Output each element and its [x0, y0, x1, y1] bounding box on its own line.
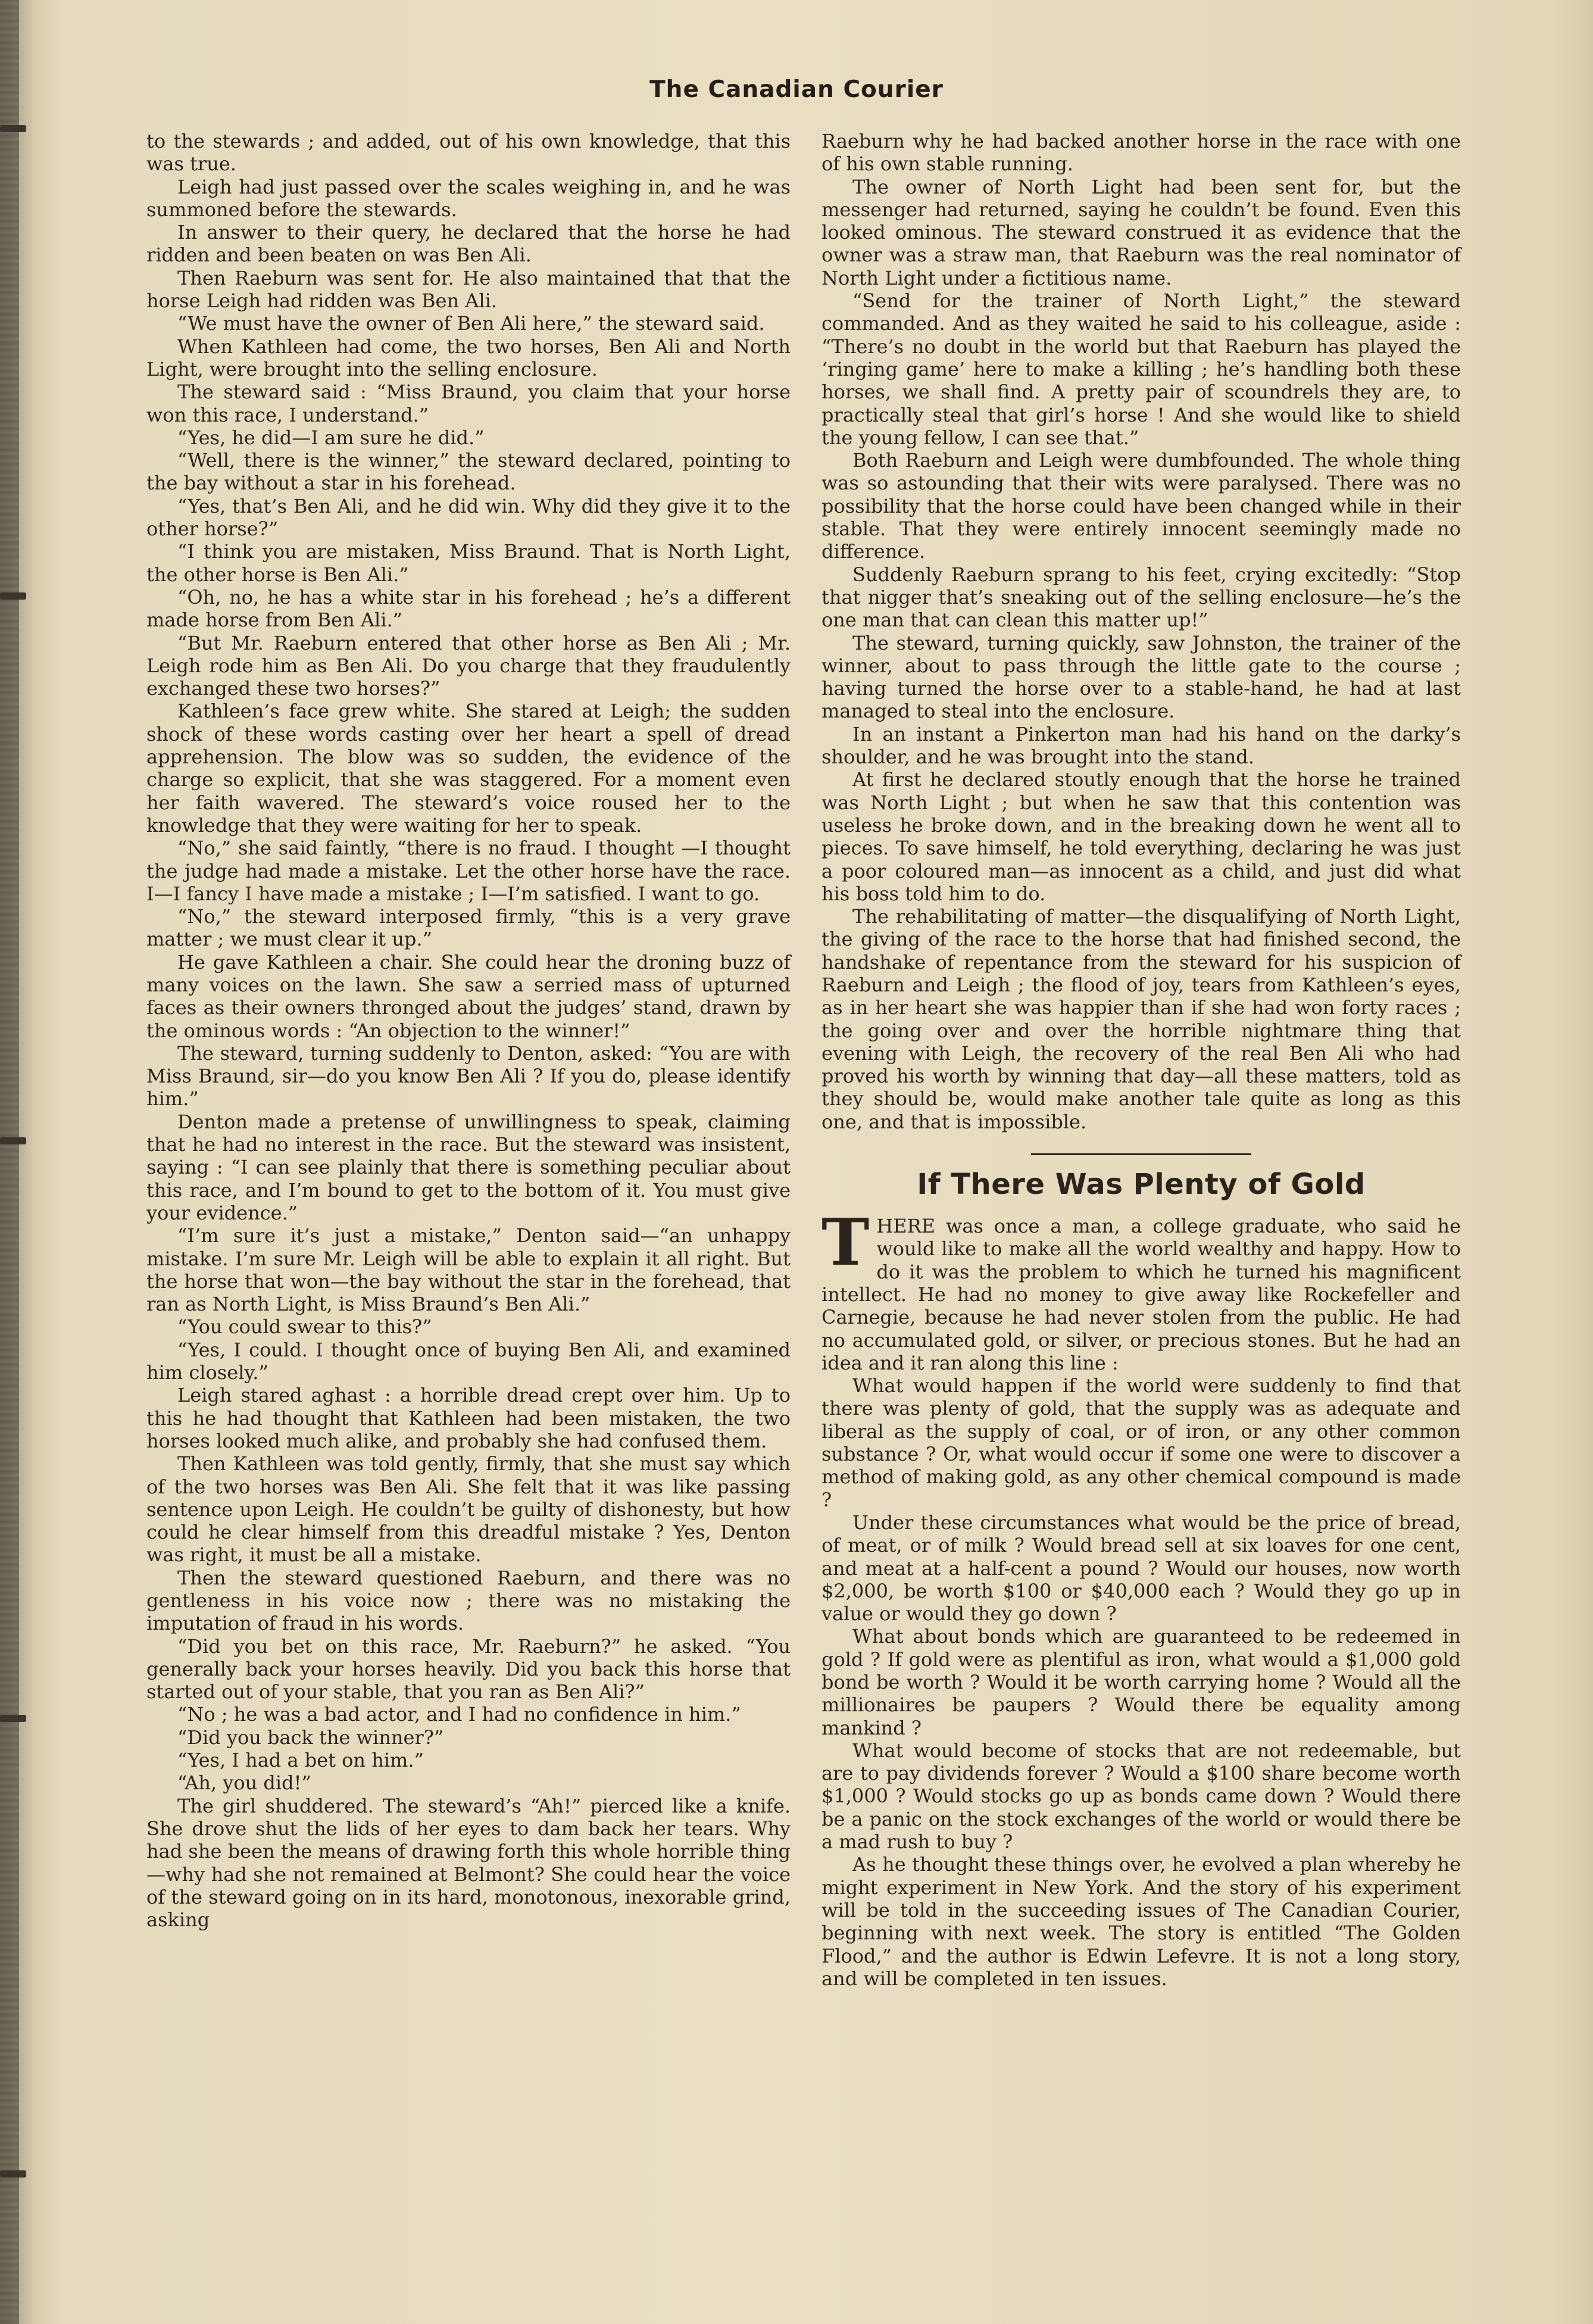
story-paragraph: “No,” she said faintly, “there is no fraud. I thought —I thought the judge had made a mistake. Let the other horse have the race. I—I fancy I have made a mistake ; I—I’m satisfied. I want to go. [146, 837, 791, 905]
article-paragraph: Under these circumstances what would be the price of bread, of meat, or of milk ? Would bread sell at six loaves for one cent, and meat at a half-cent a pound ? Would our houses, now worth $2,000, be worth $100 or $40,000 each ? Would they go up in value or would they go down ? [822, 1511, 1461, 1626]
binding-spine [0, 0, 19, 2324]
story-paragraph: “We must have the owner of Ben Ali here,” the steward said. [177, 312, 765, 335]
binding-stitch [0, 592, 26, 600]
story-paragraph: “No,” the steward interposed firmly, “this is a very grave matter ; we must clear it up.” [146, 905, 791, 951]
story-paragraph: “Ah, you did!” [177, 1771, 311, 1795]
binding-stitch [0, 125, 26, 132]
page-header: The Canadian Courier [649, 76, 944, 103]
article-paragraph: As he thought these things over, he evolved a plan whereby he might experiment in New York. And the story of his experiment will be told in the succeeding issues of The Canadian Courier, beginning with next week. The story is entitled “The Golden Flood,” and the author is Edwin Lefevre. It is not a long story, and will be completed in ten issues. [822, 1853, 1461, 1990]
story-paragraph: “Did you bet on this race, Mr. Raeburn?” he asked. “You generally back your horses heavily. Did you back this horse that started out of your stable, that you ran as Ben Ali?” [146, 1634, 791, 1704]
binding-stitch [0, 2170, 26, 2178]
story-paragraph: “Yes, that’s Ben Ali, and he did win. Why did they give it to the other horse?” [146, 494, 791, 541]
story-paragraph: Leigh had just passed over the scales weighing in, and he was summoned before the stewards. [146, 175, 791, 221]
story-paragraph: “I think you are mistaken, Miss Braund. That is North Light, the other horse is Ben Ali.” [146, 540, 791, 586]
story-paragraph: The rehabilitating of matter—the disqualifying of North Light, the giving of the race to the horse that had finished second, the handshake of repentance from the steward for his suspicion of Raeburn and Leigh ; the flood of joy, tears from Kathleen’s eyes, as in her heart she was happier than if she had won forty races ; the going over and over the horrible nightmare thing that evening with Leigh, the recovery of the real Ben Ali who had proved his worth by winning that day—all these matters, told as they should be, would make another tale quite as long as this one, and that is impossible. [822, 905, 1461, 1133]
story-paragraph: He gave Kathleen a chair. She could hear the droning buzz of many voices on the lawn. She saw a serried mass of upturned faces as their owners thronged about the judges’ stand, drawn by the ominous words : “An objection to the winner!” [146, 950, 791, 1042]
story-paragraph: Denton made a pretense of unwillingness to speak, claiming that he had no interest in the race. But the steward was insistent, saying : “I can see plainly that there is something peculiar about this race, and I’m bound to get to the bottom of it. You must give your evidence.” [146, 1110, 791, 1224]
story-paragraph: “Yes, I had a bet on him.” [177, 1749, 424, 1772]
article-first-paragraph [822, 1205, 1461, 1374]
binding-stitch [0, 1715, 26, 1722]
story-paragraph: “You could swear to this?” [177, 1315, 432, 1339]
story-paragraph: In answer to their query, he declared that the horse he had ridden and been beaten on was Ben Ali. [146, 221, 791, 267]
section-divider [1031, 1153, 1251, 1155]
story-paragraph: At first he declared stoutly enough that the horse he trained was North Light ; but when he saw that this contention was useless he broke down, and in the breaking down he went all to pieces. To save himself, he told everything, declaring he was just a poor coloured man—as innocent as a child, and just did what his boss told him to do. [822, 768, 1461, 905]
story-paragraph: Then the steward questioned Raeburn, and there was no gentleness in his voice now ; there was no mistaking the imputation of fraud in his words. [146, 1566, 791, 1635]
story-paragraph: Then Raeburn was sent for. He also maintained that that the horse Leigh had ridden was Ben Ali. [146, 266, 791, 313]
story-paragraph: “Oh, no, he has a white star in his forehead ; he’s a different made horse from Ben Ali.” [146, 585, 791, 632]
story-paragraph: “No ; he was a bad actor, and I had no confidence in him.” [177, 1703, 741, 1726]
article-paragraph: What about bonds which are guaranteed to be redeemed in gold ? If gold were as plentiful as iron, what would a $1,000 gold bond be worth ? Would it be worth carrying home ? Would all the millionaires be paupers ? Would there be equality among mankind ? [822, 1625, 1461, 1739]
story-paragraph: The steward said : “Miss Braund, you claim that your horse won this race, I understand.” [146, 380, 791, 426]
left-column [146, 130, 791, 1931]
story-paragraph: The girl shuddered. The steward’s “Ah!” pierced like a knife. She drove shut the lids of her eyes to dam back her tears. Why had she been the means of drawing forth this whole horrible thing—why had she not remained at Belmont? She could hear the voice of the steward going on in its hard, monotonous, inexorable grind, asking [146, 1794, 791, 1932]
binding-stitch [0, 1137, 26, 1144]
story-paragraph: The steward, turning quickly, saw Johnston, the trainer of the winner, about to pass through the little gate to the course ; having turned the horse over to a stable-hand, he had at last managed to steal into the enclosure. [822, 631, 1461, 723]
story-paragraph: When Kathleen had come, the two horses, Ben Ali and North Light, were brought into the selling enclosure. [146, 335, 791, 380]
story-paragraph: Raeburn why he had backed another horse in the race with one of his own stable running. [822, 130, 1461, 176]
drop-cap: T [822, 1205, 870, 1281]
story-paragraph: The steward, turning suddenly to Denton, asked: “You are with Miss Braund, sir—do you know Ben Ali ? If you do, please identify him.” [146, 1041, 791, 1110]
first-paragraph-text: was once a man, a college graduate, who said he would like to make all the world wealthy and happy. How to do it was the problem to which he turned his magnificent intellect. He had no money to give away like Rockefeller and Carnegie, because he had never stolen from the public. He had no accumulated gold, or silver, or precious stones. But he had an idea and it ran along this line : [822, 1215, 1461, 1374]
article-paragraph: What would happen if the world were suddenly to find that there was plenty of gold, that the supply was as adequate and liberal as the supply of coal, or of iron, or any other common substance ? Or, what would occur if some one were to discover a method of making gold, as any other chemical compound is made ? [822, 1374, 1461, 1511]
article-title: If There Was Plenty of Gold [917, 1168, 1366, 1202]
article-paragraph: What would become of stocks that are not redeemable, but are to pay dividends forever ? Would a $100 share become worth $1,000 ? Would stocks go up as bonds came down ? Would there be a panic on the stock exchanges of the world or would there be a mad rush to buy ? [822, 1739, 1461, 1854]
story-paragraph: “But Mr. Raeburn entered that other horse as Ben Ali ; Mr. Leigh rode him as Ben Ali. Do you charge that they fraudulently exchanged these two horses?” [146, 631, 791, 700]
story-paragraph: Suddenly Raeburn sprang to his feet, crying excitedly: “Stop that nigger that’s sneaking out of the selling enclosure—he’s the one man that can clean this matter up!” [822, 563, 1461, 632]
story-paragraph: “Well, there is the winner,” the steward declared, pointing to the bay without a star in his forehead. [146, 449, 791, 495]
story-paragraph: Then Kathleen was told gently, firmly, that she must say which of the two horses was Ben Ali. She felt that it was like passing sentence upon Leigh. He couldn’t be guilty of dishonesty, but how could he clear himself from this dreadful mistake ? Yes, Denton was right, it must be all a mistake. [146, 1452, 791, 1567]
story-paragraph: “Did you back the winner?” [177, 1726, 444, 1749]
right-column [822, 130, 1461, 1990]
story-paragraph: “I’m sure it’s just a mistake,” Denton said—“an unhappy mistake. I’m sure Mr. Leigh will be able to explain it all right. But the horse that won—the bay without the star in the forehead, that ran as North Light, is Miss Braund’s Ben Ali.” [146, 1224, 791, 1316]
story-paragraph: to the stewards ; and added, out of his own knowledge, that this was true. [146, 130, 791, 176]
story-paragraph: Kathleen’s face grew white. She stared at Leigh; the sudden shock of these words casting over her heart a spell of dread apprehension. The blow was so sudden, the evidence of the charge so explicit, that she was staggered. For a moment even her faith wavered. The steward’s voice roused her to the knowledge that they were waiting for her to speak. [146, 700, 791, 837]
lead-caps: HERE [876, 1215, 936, 1238]
story-paragraph: Leigh stared aghast : a horrible dread crept over him. Up to this he had thought that Kathleen had been mistaken, the two horses looked much alike, and probably she had confused them. [146, 1384, 791, 1452]
story-paragraph: “Send for the trainer of North Light,” the steward commanded. And as they waited he said to his colleague, aside : “There’s no doubt in the world but that Raeburn has played the ‘ringing game’ here to make a killing ; he’s handling both these horses, we shall find. A pretty pair of scoundrels they are, to practically steal that girl’s horse ! And she would like to shield the young fellow, I can see that.” [822, 289, 1461, 449]
story-paragraph: In an instant a Pinkerton man had his hand on the darky’s shoulder, and he was brought into the stand. [822, 722, 1461, 769]
story-paragraph: “Yes, I could. I thought once of buying Ben Ali, and examined him closely.” [146, 1338, 791, 1384]
story-paragraph: The owner of North Light had been sent for, but the messenger had returned, saying he couldn’t be found. Even this looked ominous. The steward construed it as evidence that the owner was a straw man, that Raeburn was the real nominator of North Light under a fictitious name. [822, 175, 1461, 289]
story-paragraph: Both Raeburn and Leigh were dumbfounded. The whole thing was so astounding that their wits were paralysed. There was no possibility that the horse could have been changed while in their stable. That they were entirely innocent seemingly made no difference. [822, 449, 1461, 563]
story-paragraph: “Yes, he did—I am sure he did.” [177, 426, 485, 449]
